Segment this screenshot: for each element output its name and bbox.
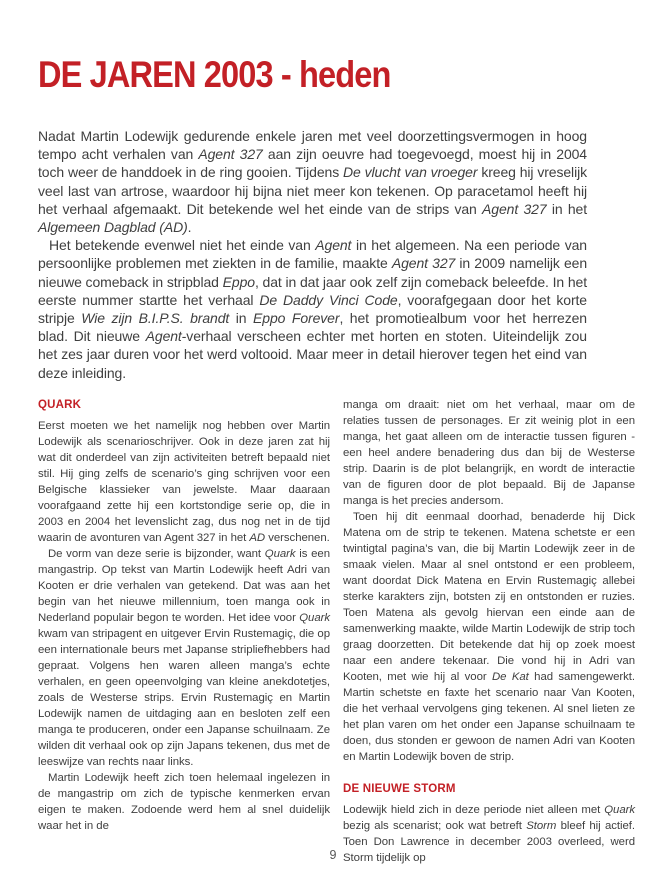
section-heading-quark: QUARK	[38, 398, 82, 411]
intro-paragraph: Het betekende evenwel niet het einde van Agent in het algemeen. Na een periode van persoonlijke problemen met ziekten in de familie, maakte Agent 327 in 2009 namelijk een nieuwe comeback in stripblad Eppo, dat in dat jaar ook zelf zijn comeback beleefde. In het eerste nummer startte het verhaal De Daddy Vinci Code, voorafgegaan door het korte stripje Wie zijn B.I.P.S. brandt in Eppo Forever, het promotiealbum voor het herrezen blad. Dit nieuwe Agent-verhaal verscheen echter met horten en stoten. Uiteindelijk zou het zes jaar duren voor het werd voltooid. Maar meer in detail hierover tegen het eind van deze inleiding.	[38, 237, 588, 381]
page-title: DE JAREN 2003 - heden	[38, 54, 391, 95]
page-number: 9	[329, 848, 337, 862]
right-column	[343, 397, 635, 866]
body-paragraph: manga om draait: niet om het verhaal, maar om de relaties tussen de personages. Er zit weinig plot in een manga, het gaat alleen om de interactie tussen figuren - een heel andere benadering dus dan bij de Westerse strip. Daarin is de plot belangrijk, en wordt de interactie van de figuren door de plot bepaald. Bij de Japanse manga is het precies andersom.	[343, 398, 635, 507]
body-paragraph: Martin Lodewijk heeft zich toen helemaal ingelezen in de mangastrip om zich de typische kenmerken ervan eigen te maken. Zodoende werd hem al snel duidelijk waar het in de	[38, 771, 330, 832]
intro-section	[38, 127, 587, 382]
body-paragraph: Lodewijk hield zich in deze periode niet alleen met Quark bezig als scenarist; ook wat betreft Storm bleef hij actief. Toen Don Lawrence in december 2003 overleed, werd Storm tijdelijk op	[343, 803, 635, 864]
two-column-body	[38, 397, 635, 866]
intro-paragraph: Nadat Martin Lodewijk gedurende enkele jaren met veel doorzettingsvermogen in hoog tempo acht verhalen van Agent 327 aan zijn oeuvre had toegevoegd, moest hij in 2004 toch weer de handdoek in de ring gooien. Tijdens De vlucht van vroeger kreeg hij vreselijk veel last van artrose, waardoor hij bijna niet meer kon tekenen. Op paracetamol heeft hij het verhaal afgemaakt. Dit betekende wel het einde van de strips van Agent 327 in het Algemeen Dagblad (AD).	[38, 128, 587, 236]
body-paragraph: Toen hij dit eenmaal doorhad, benaderde hij Dick Matena om de strip te tekenen. Matena schetste er een twintigtal pagina’s van, die bij Martin Lodewijk zeer in de smaak vielen. Maar al snel ontstond er een probleem, want doordat Dick Matena en Ervin Rustemagiç allebei sterke karakters zijn, botsten zij en ontstonden er ruzies. Toen Matena als gevolg hiervan een einde aan de samenwerking maakte, wilde Martin Lodewijk de strip toch graag doorzetten. Dit betekende dat hij op zoek moest naar een andere tekenaar. Die vond hij in Adri van Kooten, met wie hij al voor De Kat had samengewerkt. Martin schetste en faxte het scenario naar Van Kooten, die het verhaal vervolgens ging tekenen. Al snel lieten ze het plan varen om het onder een Japanse schuilnaam te doen, dus stonden er gewoon de namen Adri van Kooten en Martin Lodewijk boven de strip.	[343, 510, 635, 763]
body-paragraph: Eerst moeten we het namelijk nog hebben over Martin Lodewijk als scenarioschrijver. Ook in deze jaren zat hij wat dit onderdeel van zijn activiteiten betreft bepaald niet stil. Hij ging zelfs de scenario’s ging schrijven voor een Belgische klassieker van jewelste. Maar daaraan voorafgaand zette hij een kortstondige serie op, die in 2003 en 2004 het levenslicht zag, dus nog net in de tijd waarin de avonturen van Agent 327 in het AD verschenen.	[38, 419, 330, 544]
body-paragraph: De vorm van deze serie is bijzonder, want Quark is een mangastrip. Op tekst van Martin Lodewijk heeft Adri van Kooten er drie verhalen van getekend. Dat was aan het begin van het nieuwe millennium, toen manga ook in Nederland populair begon te worden. Het idee voor Quark kwam van stripagent en uitgever Ervin Rustemagiç, die op een internationale beurs met Japanse stripliefhebbers had gepraat. Volgens hen waren alleen manga’s echte verhalen, en geen opeenvolging van kleine anekdotetjes, zoals de Westerse strips. Ervin Rustemagiç en Martin Lodewijk namen de uitdaging aan en besloten zelf een manga te produceren, onder een Japanse schuilnaam. Ze wilden dit verhaal ook op zijn Japans tekenen, dus met de leeswijze van rechts naar links.	[38, 547, 330, 768]
left-column	[38, 397, 330, 866]
section-heading-nieuwe-storm: DE NIEUWE STORM	[343, 782, 456, 795]
